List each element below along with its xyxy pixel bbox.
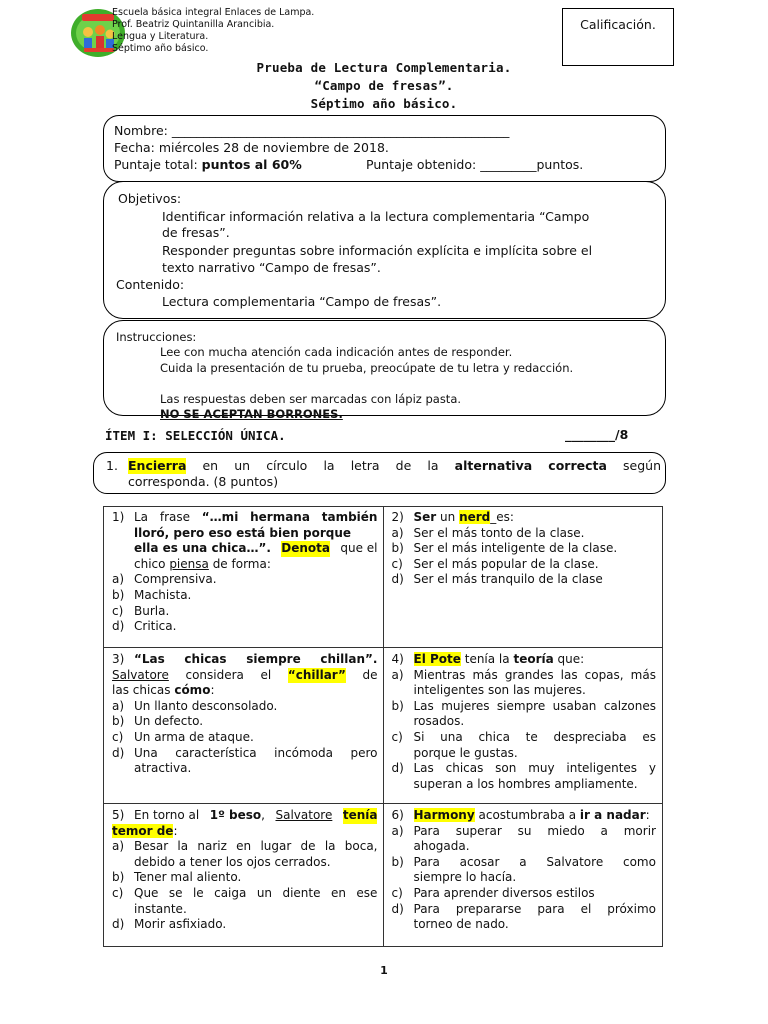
question-5-option[interactable] [112, 886, 378, 917]
question-5-option-word: en [330, 885, 346, 900]
grade-box [562, 8, 674, 66]
question-3-chillar: “chillar” [287, 667, 346, 682]
question-5-option-word: le [192, 885, 204, 900]
question-4-option-word: una [440, 729, 463, 744]
question-4-option-word: y [648, 761, 656, 776]
question-1-word: La [134, 510, 149, 524]
question-3-option-text: Un llanto desconsolado. [134, 698, 278, 713]
question-5-beso: 1º beso [209, 808, 262, 822]
question-2-number: 2) [391, 510, 404, 524]
grade-box-label: Calificación. [580, 17, 656, 32]
question-3-option-text: Un defecto. [134, 714, 204, 729]
question-4-option-word: más [630, 667, 656, 682]
question-4-option-word: te [525, 729, 538, 744]
question-1-option-text: Critica. [134, 619, 177, 634]
question-4-option-word: es [642, 729, 656, 744]
question-5-option-word: ese [356, 885, 378, 900]
question-5-option-key: d) [112, 917, 125, 932]
question-5-option-word: diente [282, 885, 321, 900]
question-6-option-line-2: torneo de nado. [413, 917, 509, 932]
instruction-line-1: Lee con mucha atención cada indicación antes de responder. [160, 345, 513, 359]
question-5-option-word: un [256, 885, 273, 900]
question-6-option-word: a [600, 823, 608, 838]
question-4-option-word: siempre [496, 698, 546, 713]
item-1-instruction-word-encierra: Encierra [128, 458, 187, 473]
item-1-instruction-number: 1. [106, 458, 118, 473]
question-6-option-key: c) [391, 885, 403, 900]
page-subtitle: “Campo de fresas”. [314, 78, 454, 93]
question-6-option[interactable] [392, 824, 657, 855]
question-1-cell [104, 507, 384, 648]
question-2-option-key: b) [391, 541, 404, 556]
question-4-option-word: grandes [504, 667, 554, 682]
instructions-box [103, 320, 666, 421]
question-4-option-word: las [560, 667, 578, 682]
item-1-instruction-box [93, 452, 666, 494]
objective-1-line-2: de fresas”. [162, 225, 230, 240]
question-6-option-word: Para [413, 854, 440, 869]
question-6-option-text: Para aprender diversos estilos [413, 885, 595, 900]
question-2-ser: Ser [413, 510, 437, 524]
obtained-score-suffix: puntos. [536, 157, 584, 172]
question-6-option-word: acosar [459, 854, 500, 869]
instructions-heading: Instrucciones: [116, 330, 197, 344]
question-6-harmony: Harmony [413, 808, 475, 822]
question-1-line-3-quote: ella es una chica…”. [134, 541, 271, 556]
question-5-tenia: tenía [342, 808, 378, 822]
school-name: Escuela básica integral Enlaces de Lampa. [112, 7, 315, 18]
question-3-word: siempre [246, 652, 301, 666]
name-field[interactable]: ______________________________________________________ [171, 123, 510, 138]
question-4-tenia: tenía la [464, 652, 510, 666]
question-6-option-key: a) [391, 823, 404, 838]
question-2-un: un [440, 510, 456, 524]
question-5-option-line-2: debido a tener los ojos cerrados. [134, 854, 331, 869]
question-3-option-d-line-2: atractiva. [134, 761, 192, 776]
name-label: Nombre: [114, 123, 168, 138]
question-6-acostumbraba: acostumbraba a [478, 808, 577, 822]
question-3-option[interactable] [112, 699, 378, 715]
page-grade-title: Séptimo año básico. [310, 96, 458, 111]
item-1-instruction-word: un [234, 458, 251, 473]
question-6-option-word: superar [455, 823, 502, 838]
question-5-option-word: se [168, 885, 183, 900]
question-3-option[interactable] [112, 714, 378, 730]
question-5-option-word: Besar [134, 839, 169, 854]
question-5-option-word: Que [134, 885, 159, 900]
question-6-number: 6) [391, 808, 404, 822]
questions-table [103, 506, 663, 947]
question-4-option[interactable] [392, 761, 657, 792]
question-2-nerd: nerd [459, 510, 491, 524]
obtained-score-label: Puntaje obtenido: [366, 157, 477, 172]
question-2-option-key: a) [391, 525, 404, 540]
question-1-option-text: Burla. [134, 603, 170, 618]
objective-2-line-1: Responder preguntas sobre información explícita e implícita sobre el [162, 243, 593, 258]
question-5-option-key: b) [112, 870, 125, 885]
question-2-option-text: Ser el más inteligente de la clase. [413, 541, 618, 556]
question-3-option-word: incómoda [274, 745, 334, 760]
item-1-instruction-word: en [202, 458, 219, 473]
question-1-line-2: lloró, pero eso está bien porque [134, 525, 352, 540]
question-6-option-key: d) [391, 901, 404, 916]
question-4-option-word: más [472, 667, 498, 682]
content-line: Lectura complementaria “Campo de fresas”. [162, 294, 442, 309]
question-6-option-word: próximo [607, 901, 656, 916]
item-1-instruction-word: la [323, 458, 335, 473]
question-6-option-word: como [622, 854, 656, 869]
item-1-instruction-word-alternativa: alternativa [454, 458, 533, 473]
question-5-cell [104, 804, 384, 947]
item-1-instruction-word: letra [350, 458, 380, 473]
question-1-word: hermana [250, 510, 310, 524]
question-4-option-word: Si [413, 729, 425, 744]
question-1-option[interactable] [112, 588, 378, 604]
total-score-label: Puntaje total: [114, 157, 198, 172]
date-value: miércoles 28 de noviembre de 2018. [158, 140, 389, 155]
objectives-heading: Objetivos: [118, 191, 182, 206]
question-4-option[interactable] [392, 668, 657, 699]
question-4-option-line-2: porque le gustas. [413, 745, 518, 760]
question-3-option-word: característica [175, 745, 257, 760]
question-3-option-key: c) [112, 729, 124, 744]
question-6-option-word: morir [623, 823, 656, 838]
question-4-option-word: copas, [584, 667, 624, 682]
question-4-option-word: muy [528, 761, 555, 776]
question-1-denota: Denota [281, 541, 330, 556]
instruction-line-2: Cuida la presentación de tu prueba, preocúpate de tu letra y redacción. [160, 361, 574, 375]
question-6-option-word: Para [413, 901, 440, 916]
question-6-option-key: b) [391, 854, 404, 869]
question-1-word: frase [159, 510, 190, 524]
question-1-option[interactable] [112, 604, 378, 620]
content-heading: Contenido: [116, 277, 185, 292]
question-5-option-key: c) [112, 885, 124, 900]
question-3-option-d-key: d) [112, 745, 125, 760]
question-4-number: 4) [391, 652, 404, 666]
item-1-score: ________/8 [565, 427, 629, 442]
question-5-temor-de: temor de [112, 823, 174, 838]
question-1-line-4-start: chico [134, 556, 166, 571]
question-1-number: 1) [112, 510, 125, 524]
question-4-option-word: Las [413, 698, 434, 713]
question-5-option-line-2: instante. [134, 901, 187, 916]
question-2-option-text: Ser el más tonto de la clase. [413, 525, 585, 540]
question-2-cell [383, 507, 663, 648]
question-3-word: chillan”. [320, 652, 378, 666]
item-1-instruction-line-2: corresponda. (8 puntos) [128, 474, 279, 489]
question-5-colon: : [173, 823, 178, 838]
question-6-option-word: miedo [547, 823, 585, 838]
item-1-instruction-word-correcta: correcta [548, 458, 607, 473]
question-1-option-key: c) [112, 603, 124, 618]
question-3-word: chicas [184, 652, 227, 666]
question-2-option[interactable] [392, 541, 657, 557]
question-5-option-word: lugar [260, 839, 292, 854]
question-2-option[interactable] [392, 572, 657, 588]
question-6-cell [383, 804, 663, 947]
teacher-name: Prof. Beatriz Quintanilla Arancibia. [112, 19, 275, 30]
question-2-option-key: c) [391, 556, 403, 571]
question-5-option[interactable] [112, 917, 378, 933]
grade-level: Séptimo año básico. [112, 43, 209, 54]
question-4-option-line-2: rosados. [413, 714, 465, 729]
question-3-word: “Las [134, 652, 165, 666]
question-4-option[interactable] [392, 699, 657, 730]
question-4-option-line-2: inteligentes son las mujeres. [413, 683, 586, 698]
item-1-heading: ÍTEM I: SELECCIÓN ÚNICA. [105, 428, 286, 443]
question-6-option-word: Para [413, 823, 440, 838]
question-1-option[interactable] [112, 619, 378, 635]
question-4-option-key: b) [391, 698, 404, 713]
question-3-line-3-start: las chicas [112, 683, 171, 698]
question-1-word: también [321, 510, 378, 524]
question-1-word: “…mi [201, 510, 239, 524]
objectives-box [103, 181, 666, 319]
question-2-option-text: Ser el más tranquilo de la clase [413, 572, 603, 587]
question-4-teoria: teoría [513, 652, 554, 666]
question-3-como: cómo [174, 683, 211, 698]
question-6-option-word: el [580, 901, 592, 916]
question-6-option[interactable] [392, 855, 657, 886]
question-4-option-word: Mientras [413, 667, 466, 682]
question-4-option-word: chicas [445, 761, 484, 776]
question-4-el-pote: El Pote [413, 652, 461, 666]
question-5-comma: , [261, 808, 265, 822]
question-6-option-word: para [537, 901, 565, 916]
question-5-option-key: a) [112, 839, 125, 854]
subject-name: Lengua y Literatura. [112, 31, 209, 42]
question-3-salvatore: Salvatore [112, 667, 169, 682]
question-4-option-word: Las [413, 761, 434, 776]
question-5-option[interactable] [112, 870, 378, 886]
question-3-option[interactable] [112, 730, 378, 746]
question-3-option-key: a) [112, 698, 125, 713]
question-3-word: de [362, 667, 378, 682]
question-3-cell [104, 648, 384, 804]
item-1-instruction-word: de [395, 458, 412, 473]
question-3-option-word: Una [134, 745, 158, 760]
question-4-option-word: inteligentes [566, 761, 638, 776]
question-4-option-word: chica [478, 729, 510, 744]
question-3-option-word: pero [350, 745, 378, 760]
question-3-word: considera [185, 667, 244, 682]
objective-1-line-1: Identificar información relativa a la lectura complementaria “Campo [162, 209, 590, 224]
question-1-option-text: Comprensiva. [134, 572, 217, 587]
question-1-piensa: piensa [169, 556, 209, 571]
question-4-option-key: d) [391, 761, 404, 776]
question-2-option[interactable] [392, 557, 657, 573]
question-6-option-word: prepararse [455, 901, 522, 916]
obtained-score-field[interactable]: _________ [480, 157, 537, 172]
question-6-option[interactable] [392, 902, 657, 933]
question-2-option-key: d) [391, 572, 404, 587]
total-score-value: puntos al 60% [201, 157, 302, 172]
item-1-instruction-word: la [427, 458, 439, 473]
question-4-option-word: calzones [603, 698, 656, 713]
question-1-option-key: d) [112, 619, 125, 634]
question-6-ir-a-nadar: ir a nadar [579, 808, 646, 822]
question-5-option-word: de [300, 839, 316, 854]
question-3-option-key: b) [112, 714, 125, 729]
item-1-instruction-word: círculo [266, 458, 308, 473]
question-1-line-3-end: que el [340, 541, 378, 556]
item-1-instruction-word: según [623, 458, 661, 473]
student-info-box [103, 115, 666, 182]
page-number: 1 [380, 964, 388, 977]
question-2-option-text: Ser el más popular de la clase. [413, 556, 599, 571]
question-1-option[interactable] [112, 572, 378, 588]
question-3-number: 3) [112, 652, 125, 666]
question-6-option-word: su [517, 823, 532, 838]
question-5-option-word: boca, [344, 839, 378, 854]
question-1-option-key: b) [112, 587, 125, 602]
question-5-option-word: en [236, 839, 252, 854]
question-5-en-torno: En torno al [134, 808, 200, 822]
question-4-option-word: son [495, 761, 517, 776]
question-4-cell [383, 648, 663, 804]
question-4-option-word: mujeres [441, 698, 490, 713]
date-label: Fecha: [114, 140, 155, 155]
question-6-option[interactable] [392, 886, 657, 902]
question-3-colon: : [210, 683, 215, 698]
question-4-option-key: a) [391, 667, 404, 682]
question-5-number: 5) [112, 808, 125, 822]
question-5-salvatore: Salvatore [275, 808, 333, 822]
question-2-es: _es: [490, 510, 514, 524]
question-4-option-key: c) [391, 729, 403, 744]
question-5-option-text: Morir asfixiado. [134, 917, 227, 932]
question-4-option[interactable] [392, 730, 657, 761]
question-5-option[interactable] [112, 839, 378, 870]
question-6-option-word: Salvatore [546, 854, 604, 869]
question-1-option-text: Machista. [134, 587, 192, 602]
question-3-option-text: Un arma de ataque. [134, 729, 254, 744]
question-6-option-line-2: siempre lo hacía. [413, 870, 517, 885]
instruction-line-3: Las respuestas deben ser marcadas con lápiz pasta. [160, 392, 462, 406]
page-title: Prueba de Lectura Complementaria. [256, 60, 512, 75]
question-1-option-key: a) [112, 572, 125, 587]
question-4-que: que: [557, 652, 585, 666]
question-5-option-word: nariz [197, 839, 227, 854]
instruction-line-4: NO SE ACEPTAN BORRONES. [160, 407, 343, 421]
question-3-word: el [260, 667, 272, 682]
question-1-line-4-end: de forma: [212, 556, 271, 571]
question-5-option-word: caiga [214, 885, 247, 900]
question-6-option-word: a [519, 854, 527, 869]
question-4-option-word: despreciaba [553, 729, 627, 744]
question-5-option-word: la [177, 839, 189, 854]
question-6-colon: : [645, 808, 650, 822]
question-5-option-word: la [324, 839, 336, 854]
question-2-option[interactable] [392, 526, 657, 542]
question-4-option-line-2: superan a los hombres ampliamente. [413, 776, 638, 791]
question-4-option-word: usaban [552, 698, 597, 713]
question-5-option-text: Tener mal aliento. [134, 870, 242, 885]
question-6-option-line-2: ahogada. [413, 839, 470, 854]
objective-2-line-2: texto narrativo “Campo de fresas”. [162, 260, 381, 275]
